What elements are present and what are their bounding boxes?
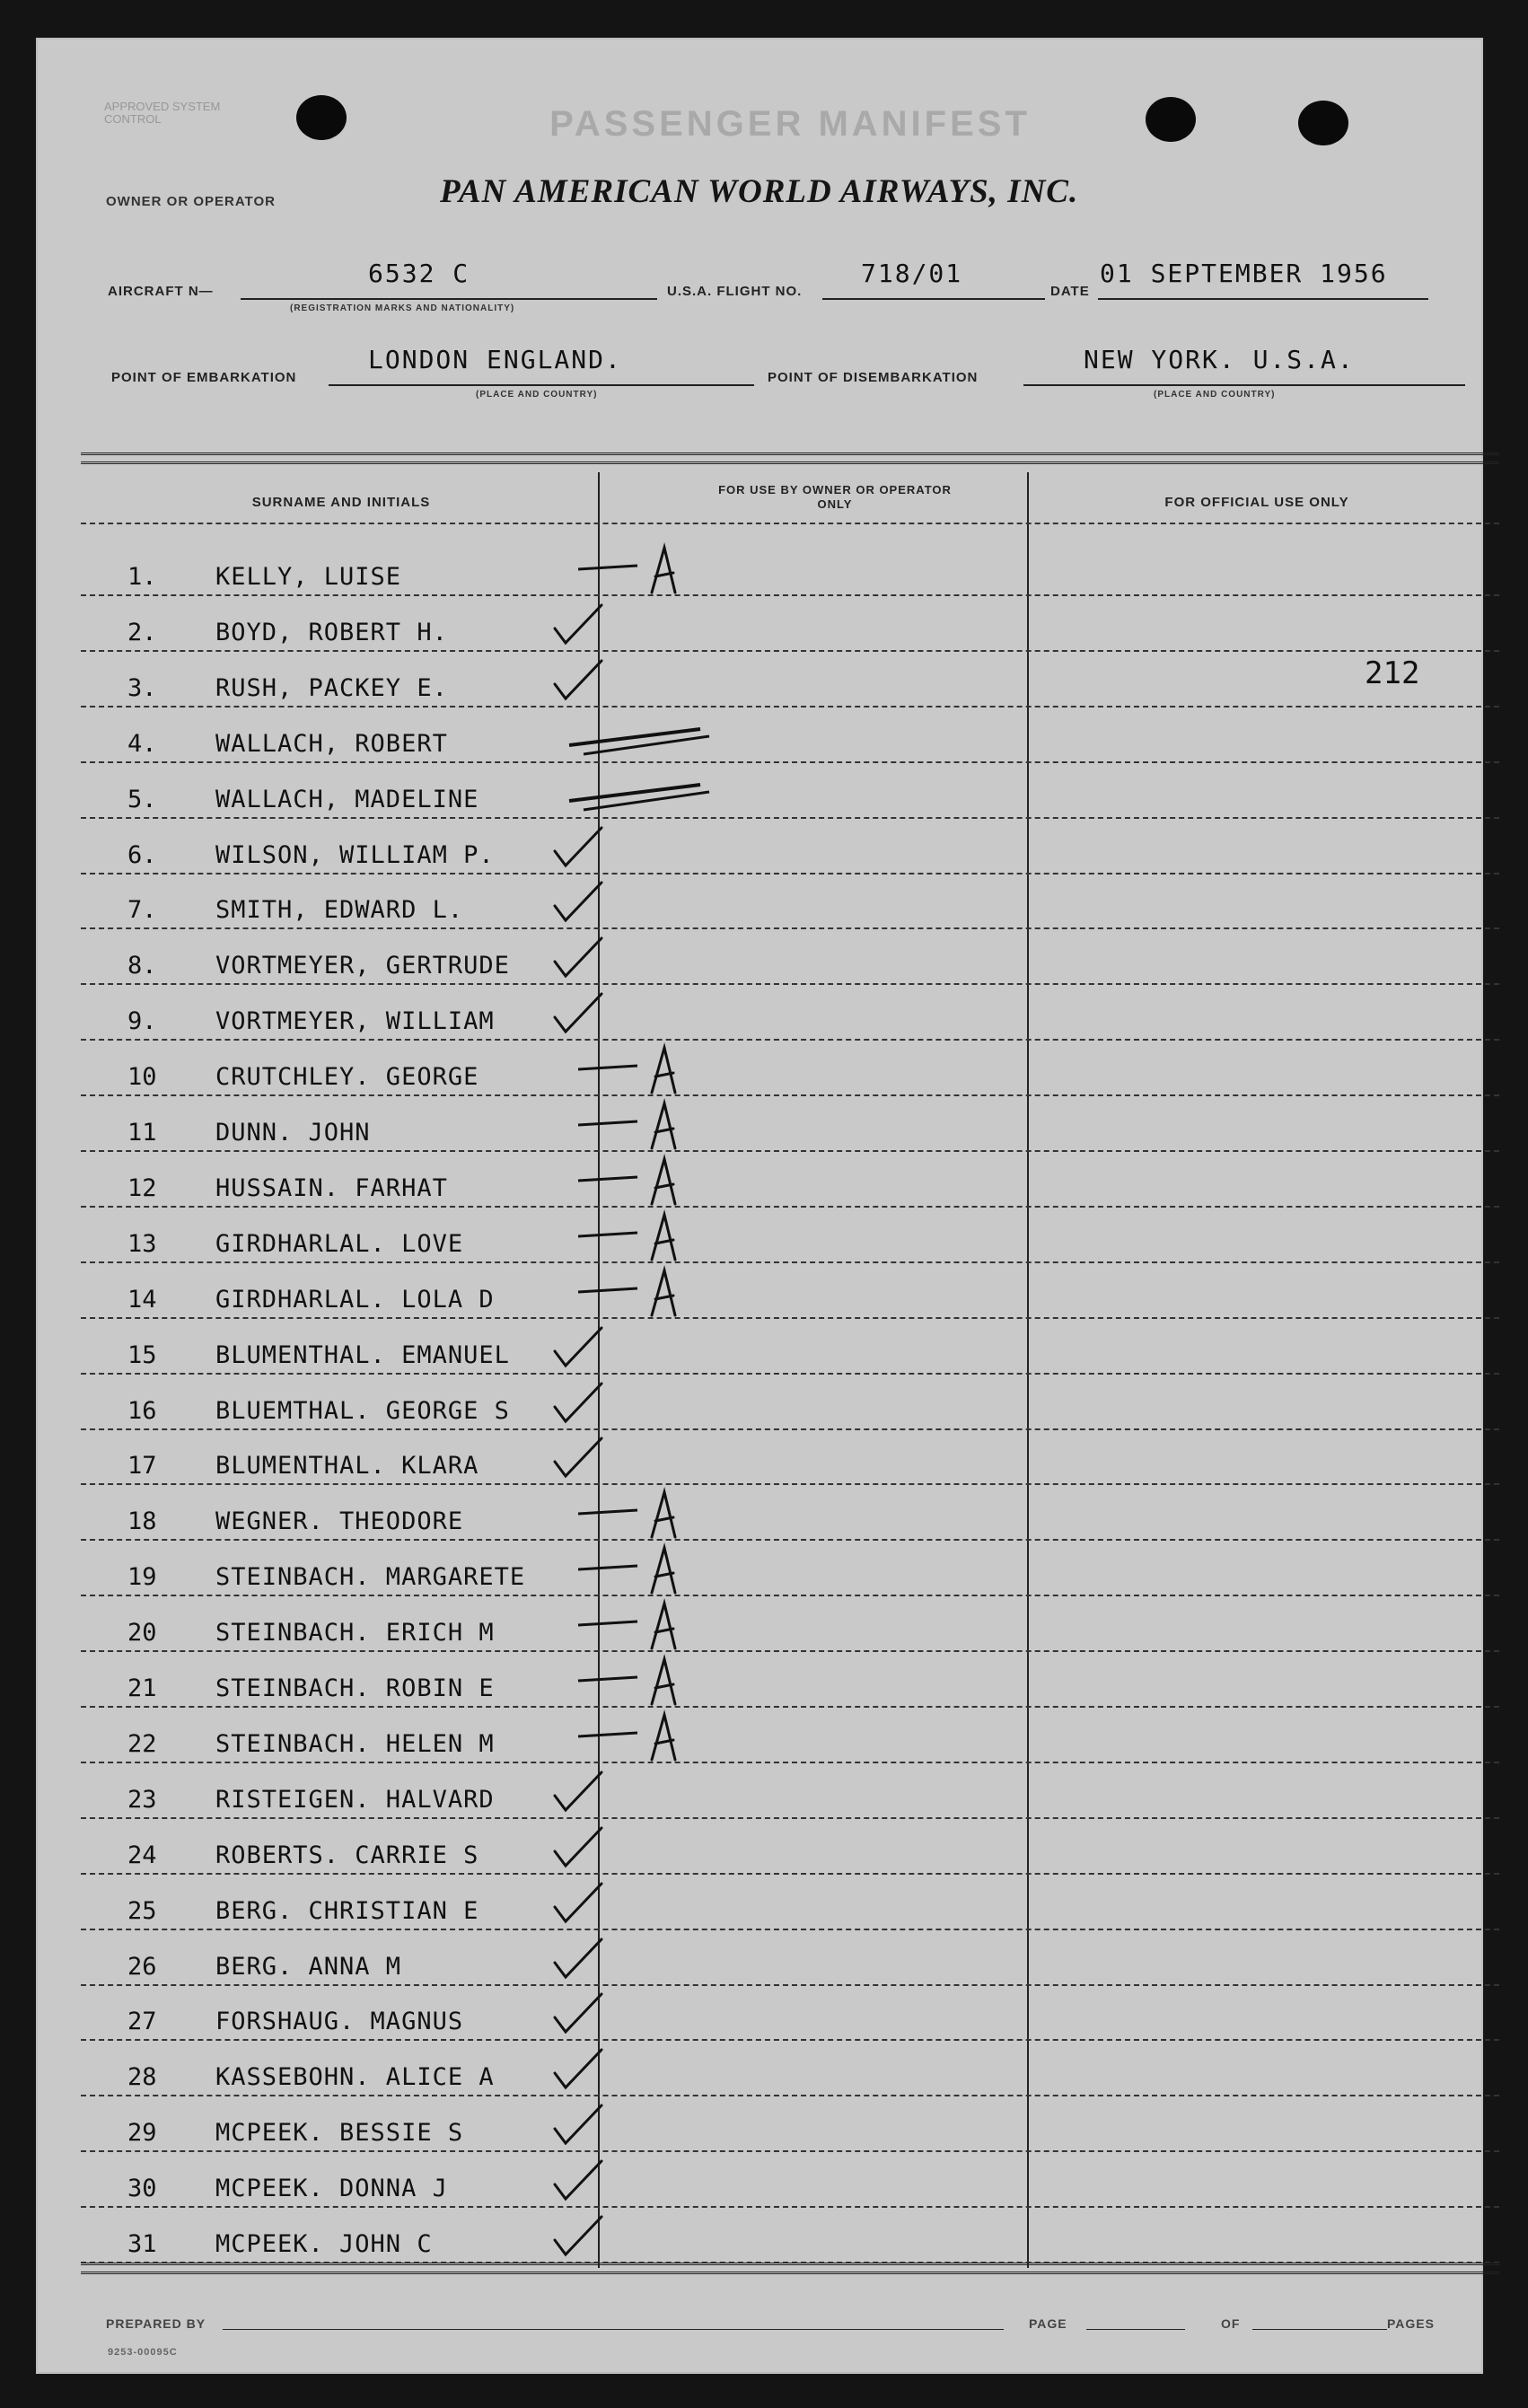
flight-underline	[822, 298, 1045, 300]
passenger-name: WALLACH, ROBERT	[215, 729, 448, 758]
passenger-name: BLUMENTHAL. KLARA	[215, 1452, 479, 1481]
check-mark-icon	[548, 1821, 655, 1871]
dash-a-mark-icon	[575, 1598, 682, 1648]
check-mark-icon	[548, 2210, 655, 2260]
flight-number: 718/01	[861, 259, 963, 288]
row-number: 6.	[127, 840, 157, 869]
pages-label: PAGES	[1387, 2316, 1435, 2331]
manifest-page	[36, 38, 1483, 2374]
check-mark-icon	[548, 1932, 655, 1982]
row-number: 28	[127, 2063, 157, 2092]
col-header-owner: FOR USE BY OWNER OR OPERATOR ONLY	[718, 483, 952, 511]
table-row	[81, 1375, 1499, 1430]
table-row	[81, 1485, 1499, 1541]
row-number: 4.	[127, 729, 157, 758]
passenger-name: GIRDHARLAL. LOVE	[215, 1229, 464, 1258]
check-mark-icon	[548, 1376, 655, 1427]
of-label: OF	[1221, 2316, 1241, 2331]
passenger-name: KELLY, LUISE	[215, 563, 402, 591]
passenger-name: KASSEBOHN. ALICE A	[215, 2063, 495, 2092]
row-number: 11	[127, 1119, 157, 1147]
table-row	[81, 985, 1499, 1041]
check-mark-icon	[548, 1876, 655, 1927]
check-mark-icon	[548, 821, 655, 871]
table-row	[81, 1930, 1499, 1986]
passenger-name: GIRDHARLAL. LOLA D	[215, 1285, 495, 1314]
table-row	[81, 1708, 1499, 1763]
passenger-name: DUNN. JOHN	[215, 1119, 371, 1147]
passenger-name: BLUEMTHAL. GEORGE S	[215, 1396, 510, 1425]
row-number: 19	[127, 1563, 157, 1592]
embarkation-label: POINT OF EMBARKATION	[111, 370, 297, 385]
check-mark-icon	[548, 1431, 655, 1481]
row-number: 23	[127, 1785, 157, 1814]
passenger-name: BOYD, ROBERT H.	[215, 618, 448, 646]
strike-mark-icon	[566, 709, 673, 760]
punch-hole	[296, 95, 347, 140]
place-note-right: (PLACE AND COUNTRY)	[1154, 390, 1276, 400]
table-row	[81, 540, 1499, 596]
disembarkation-underline	[1023, 384, 1465, 386]
page-title: PASSENGER MANIFEST	[549, 104, 1031, 144]
col-header-surname: SURNAME AND INITIALS	[251, 495, 431, 510]
row-number: 13	[127, 1229, 157, 1258]
row-number: 27	[127, 2008, 157, 2036]
row-number: 15	[127, 1340, 157, 1369]
header-rule	[81, 523, 1499, 524]
approval-stamp: APPROVED SYSTEM CONTROL	[104, 100, 221, 126]
row-number: 14	[127, 1285, 157, 1314]
passenger-name: WEGNER. THEODORE	[215, 1507, 464, 1536]
table-row	[81, 1263, 1499, 1319]
table-row	[81, 1152, 1499, 1208]
passenger-name: STEINBACH. ERICH M	[215, 1619, 495, 1648]
of-line	[1252, 2329, 1387, 2330]
table-row	[81, 1429, 1499, 1485]
embarkation-value: LONDON ENGLAND.	[368, 345, 622, 374]
table-bottom-rule	[81, 2263, 1499, 2268]
table-row	[81, 874, 1499, 929]
passenger-name: MCPEEK. JOHN C	[215, 2230, 433, 2258]
passenger-name: FORSHAUG. MAGNUS	[215, 2008, 464, 2036]
page-label: PAGE	[1029, 2316, 1067, 2331]
passenger-name: BERG. ANNA M	[215, 1952, 402, 1981]
table-row	[81, 1652, 1499, 1708]
table-row	[81, 2096, 1499, 2152]
dash-a-mark-icon	[575, 1209, 682, 1260]
table-row	[81, 596, 1499, 652]
check-mark-icon	[548, 598, 655, 648]
check-mark-icon	[548, 2043, 655, 2093]
row-number: 16	[127, 1396, 157, 1425]
embarkation-underline	[329, 384, 754, 386]
table-row	[81, 1596, 1499, 1652]
table-row	[81, 1763, 1499, 1819]
check-mark-icon	[548, 1987, 655, 2037]
col-header-official: FOR OFFICIAL USE ONLY	[1164, 495, 1349, 510]
disembarkation-label: POINT OF DISEMBARKATION	[768, 370, 979, 385]
table-row	[81, 1819, 1499, 1875]
dash-a-mark-icon	[575, 1654, 682, 1704]
table-top-rule	[81, 461, 1499, 467]
row-number: 3.	[127, 673, 157, 702]
table-row	[81, 1041, 1499, 1096]
prepared-by-label: PREPARED BY	[106, 2316, 206, 2331]
table-row	[81, 2041, 1499, 2096]
table-row	[81, 2208, 1499, 2263]
row-number: 9.	[127, 1007, 157, 1036]
dash-a-mark-icon	[575, 542, 682, 593]
passenger-name: RUSH, PACKEY E.	[215, 673, 448, 702]
form-code: 9253-00095C	[108, 2347, 178, 2358]
row-number: 22	[127, 1729, 157, 1758]
check-mark-icon	[548, 2154, 655, 2204]
place-note-left: (PLACE AND COUNTRY)	[476, 390, 598, 400]
owner-label: OWNER OR OPERATOR	[106, 194, 276, 209]
table-row	[81, 1541, 1499, 1596]
passenger-name: VORTMEYER, WILLIAM	[215, 1007, 495, 1036]
date-value: 01 SEPTEMBER 1956	[1100, 259, 1388, 288]
passenger-name: WALLACH, MADELINE	[215, 785, 479, 813]
check-mark-icon	[548, 931, 655, 981]
dash-a-mark-icon	[575, 1487, 682, 1537]
table-row	[81, 1319, 1499, 1375]
row-number: 17	[127, 1452, 157, 1481]
row-number: 21	[127, 1674, 157, 1702]
date-label: DATE	[1050, 284, 1090, 299]
table-top-rule	[81, 453, 1499, 458]
aircraft-label: AIRCRAFT N—	[108, 284, 214, 299]
check-mark-icon	[548, 654, 655, 704]
passenger-name: CRUTCHLEY. GEORGE	[215, 1063, 479, 1092]
prepared-by-line	[223, 2329, 1004, 2330]
row-number: 2.	[127, 618, 157, 646]
row-number: 5.	[127, 785, 157, 813]
row-number: 24	[127, 1841, 157, 1869]
row-number: 12	[127, 1173, 157, 1202]
table-row	[81, 2152, 1499, 2208]
operator-name: PAN AMERICAN WORLD AIRWAYS, INC.	[440, 173, 1079, 210]
passenger-name: BLUMENTHAL. EMANUEL	[215, 1340, 510, 1369]
passenger-name: ROBERTS. CARRIE S	[215, 1841, 479, 1869]
disembarkation-value: NEW YORK. U.S.A.	[1084, 345, 1355, 374]
registration-note: (REGISTRATION MARKS AND NATIONALITY)	[290, 303, 515, 313]
row-number: 26	[127, 1952, 157, 1981]
row-number: 29	[127, 2119, 157, 2148]
check-mark-icon	[548, 987, 655, 1037]
table-bottom-rule	[81, 2272, 1499, 2277]
strike-mark-icon	[566, 765, 673, 815]
passenger-name: STEINBACH. ROBIN E	[215, 1674, 495, 1702]
dash-a-mark-icon	[575, 1042, 682, 1093]
row-number: 20	[127, 1619, 157, 1648]
table-row	[81, 707, 1499, 763]
row-number: 18	[127, 1507, 157, 1536]
page-line	[1086, 2329, 1185, 2330]
row-number: 30	[127, 2175, 157, 2203]
row-number: 8.	[127, 952, 157, 980]
passenger-name: VORTMEYER, GERTRUDE	[215, 952, 510, 980]
check-mark-icon	[548, 875, 655, 926]
passenger-name: STEINBACH. MARGARETE	[215, 1563, 526, 1592]
passenger-name: SMITH, EDWARD L.	[215, 896, 464, 925]
table-row	[81, 652, 1499, 707]
passenger-name: STEINBACH. HELEN M	[215, 1729, 495, 1758]
passenger-name: HUSSAIN. FARHAT	[215, 1173, 448, 1202]
check-mark-icon	[548, 1765, 655, 1815]
row-number: 31	[127, 2230, 157, 2258]
row-number: 10	[127, 1063, 157, 1092]
row-number: 1.	[127, 563, 157, 591]
punch-hole	[1298, 101, 1348, 145]
aircraft-value: 6532 C	[368, 259, 470, 288]
row-number: 7.	[127, 896, 157, 925]
table-row	[81, 929, 1499, 985]
dash-a-mark-icon	[575, 1265, 682, 1315]
row-number: 25	[127, 1896, 157, 1925]
table-row	[81, 1208, 1499, 1263]
official-note: 212	[1365, 655, 1420, 691]
passenger-name: WILSON, WILLIAM P.	[215, 840, 495, 869]
check-mark-icon	[548, 2098, 655, 2149]
passenger-name: RISTEIGEN. HALVARD	[215, 1785, 495, 1814]
table-row	[81, 819, 1499, 874]
flight-label: U.S.A. FLIGHT NO.	[667, 284, 803, 299]
punch-hole	[1146, 97, 1196, 142]
dash-a-mark-icon	[575, 1709, 682, 1760]
table-row	[81, 763, 1499, 819]
table-row	[81, 1985, 1499, 2041]
date-underline	[1098, 298, 1428, 300]
dash-a-mark-icon	[575, 1542, 682, 1593]
passenger-name: MCPEEK. DONNA J	[215, 2175, 448, 2203]
dash-a-mark-icon	[575, 1154, 682, 1204]
check-mark-icon	[548, 1321, 655, 1371]
table-row	[81, 1096, 1499, 1152]
table-row	[81, 1875, 1499, 1930]
passenger-name: MCPEEK. BESSIE S	[215, 2119, 464, 2148]
passenger-name: BERG. CHRISTIAN E	[215, 1896, 479, 1925]
dash-a-mark-icon	[575, 1098, 682, 1148]
aircraft-underline	[241, 298, 657, 300]
